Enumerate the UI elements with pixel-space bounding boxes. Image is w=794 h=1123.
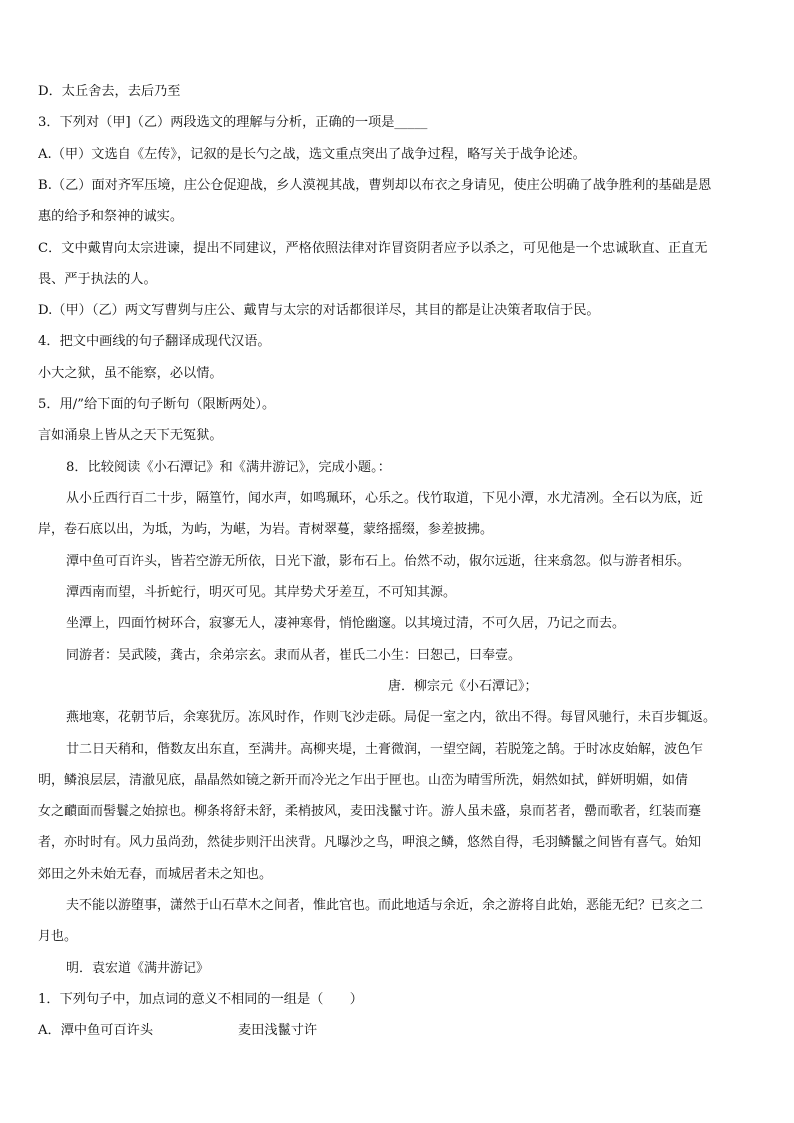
text-line-l13: 8．比较阅读《小石潭记》和《满井游记》，完成小题。：	[66, 460, 391, 475]
text-line-l10: 小大之狱，虽不能察，必以情。	[38, 366, 223, 381]
text-line-l23: 明，鳞浪层层，清澈见底，晶晶然如镜之新开而冷光之乍出于匣也。山峦为晴雪所洗，娟然如拭，鲜妍明媚，如倩	[38, 773, 689, 788]
text-line-l07: 畏、严于执法的人。	[38, 272, 157, 287]
text-line-l16: 潭中鱼可百许头，皆若空游无所依，日光下澈，影布石上。佁然不动，俶尔远逝，往来翕忽。似与游者相乐。	[66, 554, 691, 569]
text-line-l05: 惠的给予和祭神的诚实。	[38, 209, 184, 224]
text-line-l06: C．文中戴胄向太宗进谏，提出不同建议，严格依照法律对诈冒资阴者应予以杀之，可见他是一个忠诚耿直、正直无	[38, 241, 708, 256]
text-line-l02: 3．下列对（甲]（乙）两段选文的理解与分析，正确的一项是_____	[38, 115, 428, 130]
text-line-l15: 岸，卷石底以出，为坻，为屿，为嵁，为岩。青树翠蔓，蒙络摇缀，参差披拂。	[38, 522, 494, 537]
text-line-l28: 月也。	[38, 929, 78, 944]
text-line-l14: 从小丘西行百二十步，隔篁竹，闻水声，如鸣珮环，心乐之。伐竹取道，下见小潭，水尤清冽。全石以为底，近	[66, 491, 704, 506]
text-line-l09: 4．把文中画线的句子翻译成现代汉语。	[38, 334, 271, 349]
text-line-l30: 1．下列句子中，加点词的意义不相同的一组是（ ）	[38, 992, 363, 1007]
text-line-l01: D．太丘舍去，去后乃至	[38, 84, 181, 99]
text-line-l18: 坐潭上，四面竹树环合，寂寥无人，凄神寒骨，悄怆幽邃。以其境过清，不可久居，乃记之而去。	[66, 616, 626, 631]
text-line-l11: 5．用/”给下面的句子断句（限断两处）。	[38, 397, 276, 412]
text-line-l03: A.（甲）文选自《左传》，记叙的是长勺之战，选文重点突出了战争过程，略写关于战争论述。	[38, 147, 586, 162]
text-line-l26: 郊田之外未始无春，而城居者未之知也。	[38, 867, 273, 882]
text-line-l04: B.（乙）面对齐军压境，庄公仓促迎战，乡人漠视其战，曹刿却以布衣之身请见，使庄公明确了战争胜利的基础是恩	[38, 178, 712, 193]
text-line-l29: 明．袁宏道《满井游记》	[66, 961, 210, 976]
text-line-l27: 夫不能以游堕事，潇然于山石草木之间者，惟此官也。而此地适与余近，余之游将自此始，恶能无纪？已亥之二	[66, 898, 704, 913]
text-line-l19: 同游者：吴武陵，龚古，余弟宗玄。隶而从者，崔氏二小生：曰恕己，曰奉壹。	[66, 648, 522, 663]
option-a-right: 麦田浅鬣寸许	[238, 1023, 318, 1038]
text-line-l22: 廿二日天稍和，偕数友出东直，至满井。高柳夹堤，土膏微润，一望空阔，若脱笼之鹄。于时冰皮始解，波色乍	[66, 742, 704, 757]
text-line-l20: 唐．柳宗元《小石潭记》；	[388, 679, 538, 694]
text-line-l24: 女之靧面而髻鬟之始掠也。柳条将舒未舒，柔梢披风，麦田浅鬣寸许。游人虽未盛，泉而茗者，罍而歌者，红装而蹇	[38, 804, 702, 819]
text-line-l08: D.（甲）（乙）两文写曹刿与庄公、戴胄与太宗的对话都很详尽，其目的都是让决策者取信于民。	[38, 303, 600, 318]
option-a-left: A．潭中鱼可百许头	[38, 1023, 154, 1038]
text-line-l25: 者，亦时时有。风力虽尚劲，然徒步则汗出浃背。凡曝沙之鸟，呷浪之鳞，悠然自得，毛羽鳞鬣之间皆有喜气。始知	[38, 835, 702, 850]
text-line-l12: 言如涌泉上皆从之天下无冤狱。	[38, 428, 223, 443]
text-line-l21: 燕地寒，花朝节后，余寒犹厉。冻风时作，作则飞沙走砾。局促一室之内，欲出不得。每冒风驰行，未百步辄返。	[66, 710, 717, 725]
option-a-row	[38, 1022, 758, 1040]
text-line-l17: 潭西南而望，斗折蛇行，明灭可见。其岸势犬牙差互，不可知其源。	[66, 585, 457, 600]
